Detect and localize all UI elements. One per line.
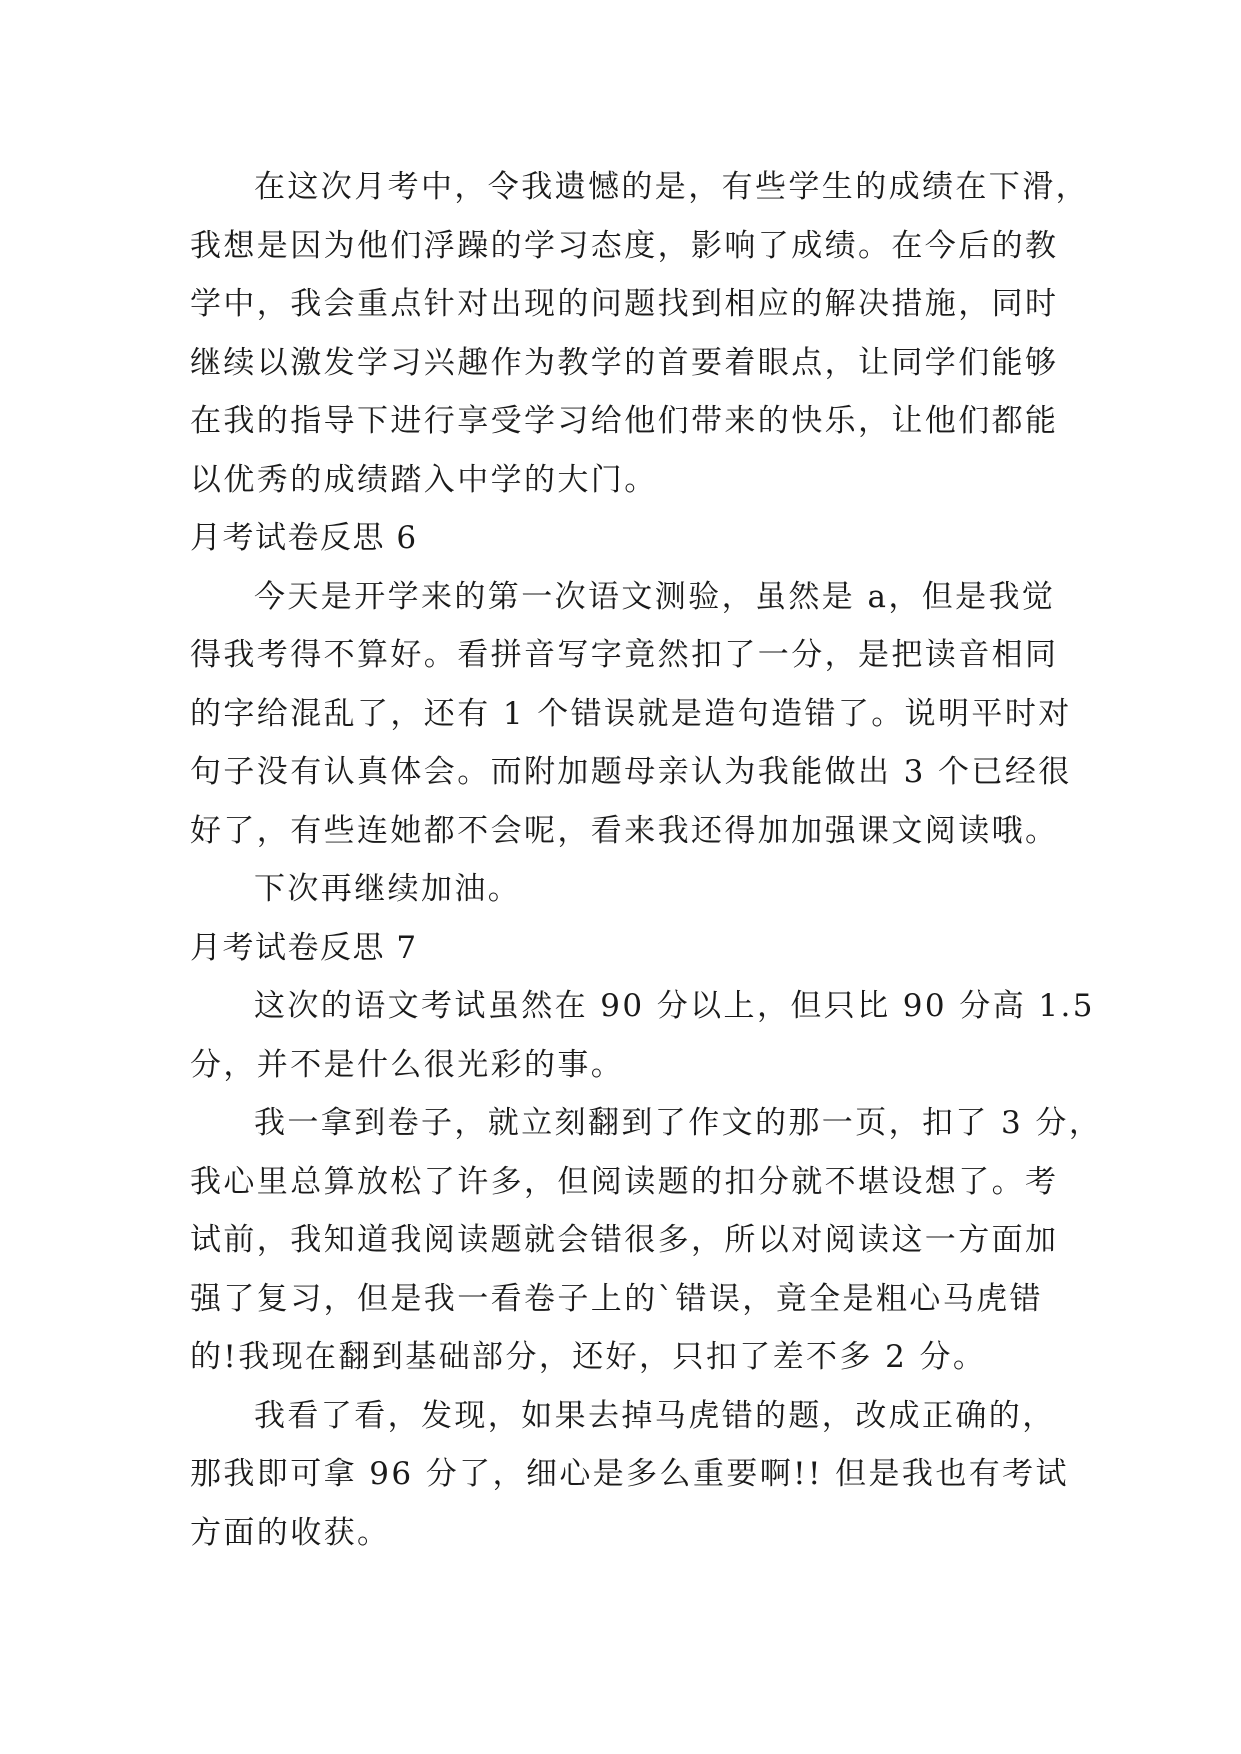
section-heading-7: 月考试卷反思 7	[190, 929, 418, 966]
text-line: 好了，有些连她都不会呢，看来我还得加加强课文阅读哦。	[190, 812, 1059, 849]
text-line: 下次再继续加油。	[254, 871, 522, 907]
text-line: 方面的收获。	[190, 1514, 391, 1551]
text-line: 在我的指导下进行享受学习给他们带来的快乐，让他们都能	[190, 403, 1059, 439]
text-line: 我看了看，发现，如果去掉马虎错的题，改成正确的，	[254, 1397, 1056, 1434]
text-line: 继续以激发学习兴趣作为教学的首要着眼点，让同学们能够	[190, 344, 1059, 381]
text-line: 分，并不是什么很光彩的事。	[190, 1046, 625, 1083]
paragraph-section7-1	[190, 977, 1095, 1094]
section-heading-6: 月考试卷反思 6	[190, 520, 418, 556]
text-line: 以优秀的成绩踏入中学的大门。	[190, 461, 658, 498]
text-line: 试前，我知道我阅读题就会错很多，所以对阅读这一方面加	[190, 1222, 1059, 1258]
text-line: 我心里总算放松了许多，但阅读题的扣分就不堪设想了。考	[190, 1163, 1059, 1200]
text-line: 在这次月考中，令我遗憾的是，有些学生的成绩在下滑，	[254, 169, 1089, 205]
text-line: 学中，我会重点针对出现的问题找到相应的解决措施，同时	[190, 286, 1059, 322]
paragraph-prev-section-tail	[190, 158, 1089, 509]
text-line: 我一拿到卷子，就立刻翻到了作文的那一页，扣了 3 分，	[254, 1105, 1103, 1141]
paragraph-section7-3	[190, 1387, 1070, 1563]
text-line: 句子没有认真体会。而附加题母亲认为我能做出 3 个已经很	[190, 754, 1072, 790]
text-line: 这次的语文考试虽然在 90 分以上，但只比 90 分高 1.5	[254, 988, 1095, 1024]
paragraph-section7-2	[190, 1094, 1103, 1387]
text-line: 今天是开学来的第一次语文测验，虽然是 a，但是我觉	[254, 578, 1056, 615]
text-line: 的!我现在翻到基础部分，还好，只扣了差不多 2 分。	[190, 1339, 987, 1375]
text-line: 我想是因为他们浮躁的学习态度，影响了成绩。在今后的教	[190, 227, 1059, 264]
paragraph-section6-1	[190, 568, 1070, 861]
text-line: 强了复习，但是我一看卷子上的`错误，竟全是粗心马虎错	[190, 1280, 1043, 1317]
text-line: 得我考得不算好。看拼音写字竟然扣了一分，是把读音相同	[190, 637, 1059, 673]
paragraph-section6-2	[190, 860, 1070, 919]
document-body	[190, 158, 1103, 1562]
text-line: 那我即可拿 96 分了，细心是多么重要啊!! 但是我也有考试	[190, 1456, 1069, 1492]
text-line: 的字给混乱了，还有 1 个错误就是造句造错了。说明平时对	[190, 695, 1072, 732]
